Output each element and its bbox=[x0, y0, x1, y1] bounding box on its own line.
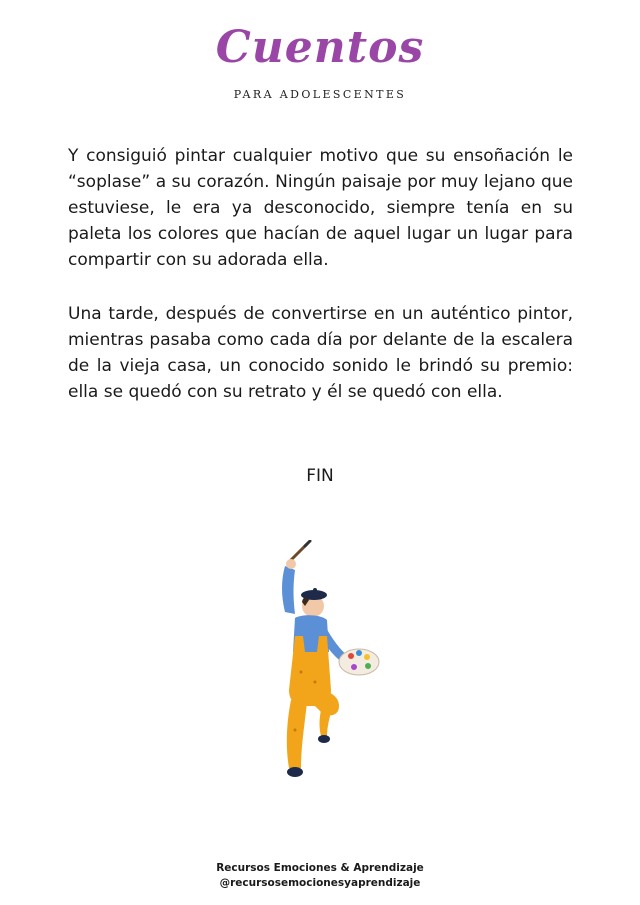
paintbrush-icon bbox=[289, 541, 310, 562]
painter-illustration bbox=[255, 540, 390, 785]
brand-title: Cuentos bbox=[215, 22, 425, 73]
story-ending: FIN bbox=[306, 466, 334, 486]
palette-icon bbox=[339, 649, 379, 675]
story-body bbox=[68, 143, 573, 433]
footer bbox=[0, 861, 640, 891]
story-paragraph-1: Y consiguió pintar cualquier motivo que su ensoñación le “soplase” a su corazón. Ningún paisaje por muy lejano que estuviese, le era ya desconocido, siempre tenía en su paleta los colores que hacían de aquel lugar un lugar para compartir con su adorada ella. bbox=[68, 146, 573, 270]
brand-subtitle: PARA ADOLESCENTES bbox=[233, 88, 407, 101]
story-paragraph-2: Una tarde, después de convertirse en un auténtico pintor, mientras pasaba como cada día por delante de la escalera de la vieja casa, un conocido sonido le brindó su premio: ella se quedó con su retrato y él se quedó con ella. bbox=[68, 304, 573, 402]
footer-brand: Recursos Emociones & Aprendizaje bbox=[216, 862, 424, 874]
footer-handle: @recursosemocionesyaprendizaje bbox=[219, 877, 421, 889]
